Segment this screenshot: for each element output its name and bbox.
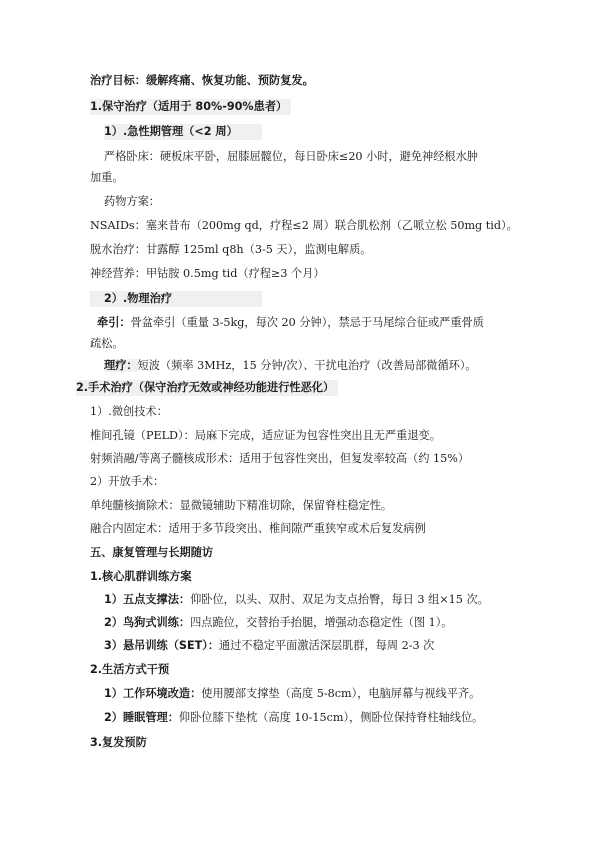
heading-lifestyle: 2.生活方式干预 [90,663,170,676]
nerve-nutrition-text: 神经营养：甲钴胺 0.5mg tid（疗程≥3 个月） [90,267,325,280]
heading-surgical-treatment: 2.手术治疗（保守治疗无效或神经功能进行性恶化） [76,380,338,396]
treatment-goal: 治疗目标：缓解疼痛、恢复功能、预防复发。 [90,74,314,87]
subheading-acute-management: 1）.急性期管理（<2 周） [104,124,262,140]
bed-rest-text: 严格卧床：硬板床平卧，屈膝屈髋位，每日卧床≤20 小时，避免神经根水肿 [104,150,478,163]
subheading-open-surgery: 2）开放手术： [90,475,165,488]
sling-text: 通过不稳定平面激活深层肌群，每周 2-3 次 [219,639,435,652]
sling-training [104,638,434,654]
heading-rehabilitation: 五、康复管理与长期随访 [90,546,214,559]
peld-text: 椎间孔镜（PELD）：局麻下完成，适应证为包容性突出且无严重退变。 [90,429,441,442]
bird-dog-training [104,615,453,631]
five-point-support [104,592,489,608]
heading-core-training: 1.核心肌群训练方案 [90,570,192,583]
physio-paragraph [90,358,477,374]
discectomy-text: 单纯髓核摘除术：显微镜辅助下精准切除，保留脊柱稳定性。 [90,499,393,512]
sleep-label: 2）睡眠管理： [104,711,179,724]
traction-label: 牵引： [97,316,131,329]
bird-dog-text: 四点跪位，交替抬手抬腿，增强动态稳定性（图 1）。 [190,616,453,629]
subheading-minimally-invasive: 1）.微创技术： [90,405,168,418]
dehydration-text: 脱水治疗：甘露醇 125ml q8h（3-5 天），监测电解质。 [90,243,372,256]
physio-text: 短波（频率 3MHz，15 分钟/次）、干扰电治疗（改善局部微循环）。 [137,359,477,372]
drug-plan-title: 药物方案： [104,195,160,208]
nsaids-text: NSAIDs：塞来昔布（200mg qd，疗程≤2 周）联合肌松剂（乙哌立松 50mg tid）。 [90,219,518,232]
workplace-label: 1）工作环境改造： [104,687,202,700]
traction-text-cont: 疏松。 [90,337,124,350]
subheading-physical-therapy: 2）.物理治疗 [90,291,262,307]
traction-text: 骨盆牵引（重量 3-5kg，每次 20 分钟），禁忌于马尾综合征或严重骨质 [130,316,484,329]
bird-dog-label: 2）鸟狗式训练： [104,616,191,629]
five-point-text: 仰卧位，以头、双肘、双足为支点抬臀，每日 3 组×15 次。 [190,593,489,606]
radiofrequency-text: 射频消融/等离子髓核成形术：适用于包容性突出，但复发率较高（约 15%） [90,452,470,465]
five-point-label: 1）五点支撑法： [104,593,191,606]
sleep-text: 仰卧位膝下垫枕（高度 10-15cm），侧卧位保持脊柱轴线位。 [178,711,484,724]
sleep-management [104,710,483,726]
bed-rest-text-cont: 加重。 [90,171,124,184]
physio-label: 理疗： [104,359,138,372]
sling-label: 3）悬吊训练（SET）： [104,639,220,652]
traction-paragraph [97,315,484,331]
heading-conservative-treatment: 1.保守治疗（适用于 80%-90%患者） [90,99,291,115]
fusion-text: 融合内固定术：适用于多节段突出、椎间隙严重狭窄或术后复发病例 [90,522,426,535]
workplace-modification [104,686,480,702]
heading-relapse-prevention: 3.复发预防 [90,736,147,749]
workplace-text: 使用腰部支撑垫（高度 5-8cm），电脑屏幕与视线平齐。 [201,687,481,700]
